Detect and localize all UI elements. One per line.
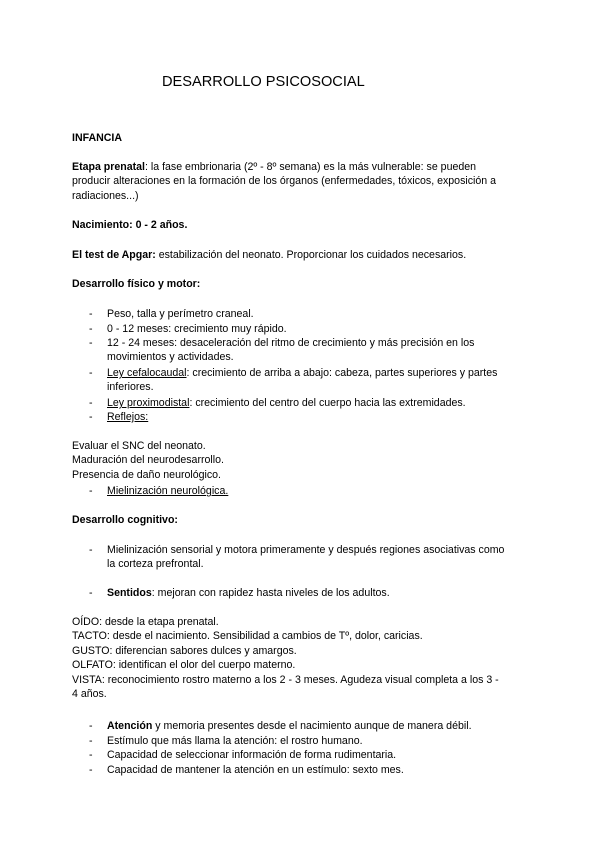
list-item-text: 0 - 12 meses: crecimiento muy rápido.: [107, 323, 287, 335]
list-dash: -: [89, 337, 93, 349]
vista-line: 4 años.: [72, 688, 107, 701]
fisico-heading: Desarrollo físico y motor:: [72, 278, 201, 290]
apgar-label: El test de Apgar:: [72, 249, 156, 261]
list-item-text: Capacidad de seleccionar información de forma rudimentaria.: [107, 749, 397, 761]
list-item-line: movimientos y actividades.: [107, 351, 234, 364]
mielinizacion-label: Mielinización neurológica.: [107, 485, 229, 497]
list-dash: -: [89, 749, 93, 761]
list-item-text: [107, 366, 527, 395]
oido-line: OÍDO: desde la etapa prenatal.: [72, 616, 219, 628]
reflejos-label: Reflejos:: [107, 411, 149, 423]
list-item-line: Mielinización sensorial y motora primeramente y después regiones asociativas como: [107, 544, 505, 556]
list-item-text: Estímulo que más llama la atención: el rostro humano.: [107, 735, 363, 747]
sentidos-label: Sentidos: [107, 587, 152, 599]
gusto-line: GUSTO: diferencian sabores dulces y amargos.: [72, 644, 297, 657]
prenatal-line-2: producir alteraciones en la formación de los órganos (enfermedades, tóxicos, exposición a: [72, 175, 496, 188]
list-item-text: [107, 396, 527, 410]
list-item-line: 12 - 24 meses: desaceleración del ritmo de crecimiento y más precisión en los: [107, 337, 475, 349]
list-dash: -: [89, 764, 93, 776]
list-item-text: [107, 586, 527, 600]
list-item-line: y memoria presentes desde el nacimiento aunque de manera débil.: [152, 720, 472, 732]
apgar-paragraph: [72, 248, 534, 262]
list-dash: -: [89, 587, 93, 599]
list-item-text: [107, 543, 527, 572]
olfato-line: OLFATO: identifican el olor del cuerpo materno.: [72, 659, 296, 672]
list-item-line: : mejoran con rapidez hasta niveles de los adultos.: [151, 587, 390, 599]
apgar-text: estabilización del neonato. Proporcionar los cuidados necesarios.: [155, 249, 467, 261]
vista-line: VISTA: reconocimiento rostro materno a los 2 - 3 meses. Agudeza visual completa a los 3 -: [72, 673, 499, 686]
list-dash: -: [89, 411, 93, 423]
list-dash: -: [89, 720, 93, 732]
prenatal-label: Etapa prenatal: [72, 161, 146, 173]
list-item-text: Peso, talla y perímetro craneal.: [107, 308, 254, 320]
list-dash: -: [89, 323, 93, 335]
list-dash: -: [89, 544, 93, 556]
reflejos-block: [72, 439, 534, 482]
list-dash: -: [89, 735, 93, 747]
list-dash: -: [89, 367, 93, 379]
page-title: DESARROLLO PSICOSOCIAL: [162, 74, 365, 90]
list-item-text: [107, 336, 527, 365]
reflejos-line: Presencia de daño neurológico.: [72, 468, 222, 481]
prenatal-paragraph: [72, 160, 534, 203]
cognitivo-heading: Desarrollo cognitivo:: [72, 514, 178, 526]
list-item-line: inferiores.: [107, 381, 154, 394]
list-item-line: la corteza prefrontal.: [107, 558, 204, 571]
list-dash: -: [89, 308, 93, 320]
sentidos-block: [72, 615, 534, 701]
tacto-line: TACTO: desde el nacimiento. Sensibilidad a cambios de Tº, dolor, caricias.: [72, 630, 423, 643]
list-item-line: : crecimiento del centro del cuerpo hacia las extremidades.: [189, 397, 466, 409]
reflejos-line: Maduración del neurodesarrollo.: [72, 454, 224, 467]
list-dash: -: [89, 397, 93, 409]
list-item-line: : crecimiento de arriba a abajo: cabeza, partes superiores y partes: [186, 367, 498, 379]
ley-cefalocaudal-label: Ley cefalocaudal: [107, 367, 187, 379]
prenatal-line-3: radiaciones...): [72, 189, 139, 202]
nacimiento-heading: Nacimiento: 0 - 2 años.: [72, 219, 188, 231]
section-heading: INFANCIA: [72, 132, 123, 144]
list-item-text: [107, 719, 527, 733]
list-item-text: Capacidad de mantener la atención en un estímulo: sexto mes.: [107, 764, 404, 776]
atencion-label: Atención: [107, 720, 153, 732]
list-dash: -: [89, 485, 93, 497]
prenatal-line-1: : la fase embrionaria (2º - 8º semana) es la más vulnerable: se pueden: [145, 161, 477, 173]
ley-proximodistal-label: Ley proximodistal: [107, 397, 190, 409]
reflejos-line: Evaluar el SNC del neonato.: [72, 440, 206, 452]
